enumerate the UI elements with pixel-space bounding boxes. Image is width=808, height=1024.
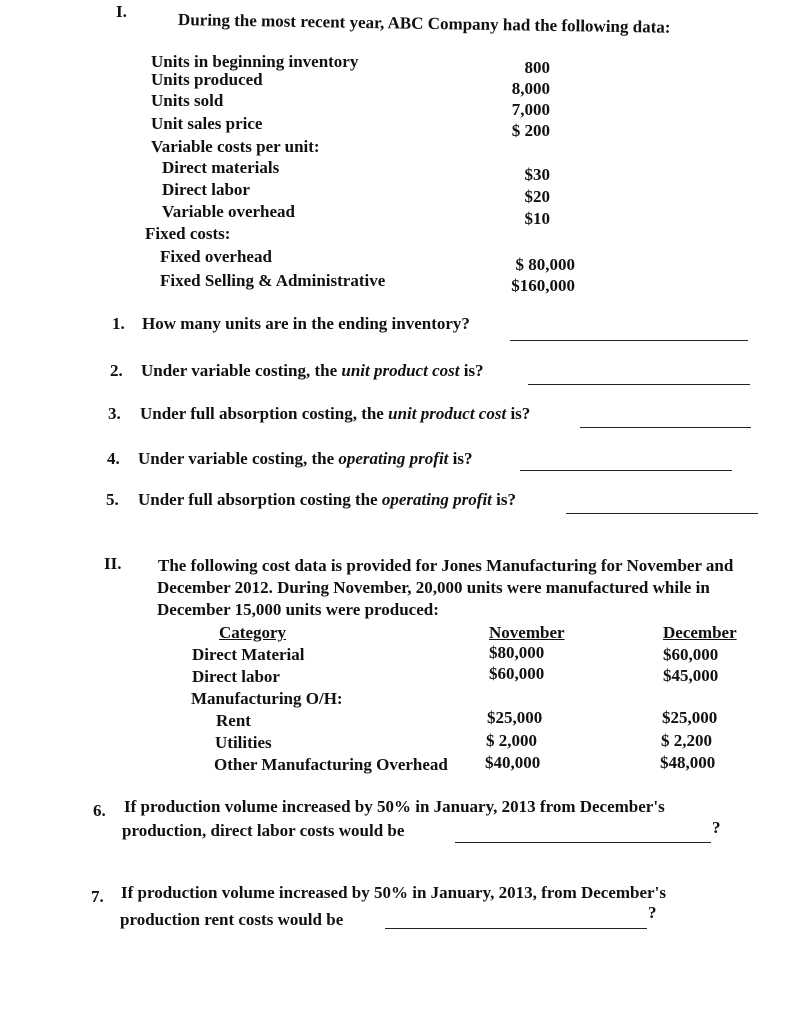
row-label: Direct Material	[192, 645, 305, 664]
data-label: Fixed overhead	[160, 247, 272, 266]
question-mark: ?	[712, 818, 721, 837]
december-value: $ 2,200	[661, 731, 712, 750]
question-text-continued: production rent costs would be	[120, 910, 344, 929]
question-text-continued: production, direct labor costs would be	[122, 821, 405, 840]
question-text: Under full absorption costing, the unit product cost is?	[140, 404, 531, 423]
question-text: Under variable costing, the unit product cost is?	[141, 361, 484, 380]
answer-line[interactable]	[528, 384, 750, 385]
question-text: Under variable costing, the operating profit is?	[138, 449, 473, 468]
row-label: Utilities	[215, 733, 272, 752]
data-label: Variable overhead	[162, 202, 296, 221]
question-text: If production volume increased by 50% in January, 2013 from December's	[124, 797, 665, 816]
row-label: Other Manufacturing Overhead	[214, 755, 448, 774]
data-label: Direct labor	[162, 180, 250, 199]
data-value: $160,000	[511, 276, 575, 295]
november-value: $ 2,000	[486, 731, 537, 750]
row-label: Rent	[216, 711, 251, 730]
row-label: Direct labor	[192, 667, 280, 686]
answer-line[interactable]	[520, 470, 732, 471]
data-value: $ 80,000	[515, 255, 575, 274]
data-label: Fixed Selling & Administrative	[160, 271, 386, 290]
answer-line[interactable]	[455, 842, 711, 843]
data-label: Fixed costs:	[145, 224, 231, 243]
column-header-december: December	[663, 623, 737, 642]
question-text: If production volume increased by 50% in January, 2013, from December's	[121, 883, 666, 902]
data-label: Units sold	[151, 91, 224, 110]
december-value: $60,000	[663, 645, 719, 664]
question-number: 5.	[106, 490, 119, 509]
question-number: 2.	[110, 361, 123, 380]
november-value: $40,000	[485, 753, 541, 772]
row-label: Manufacturing O/H:	[191, 689, 343, 708]
answer-line[interactable]	[580, 427, 751, 428]
section-2-numeral: II.	[104, 554, 122, 573]
section-2-intro-line: December 15,000 units were produced:	[157, 600, 439, 619]
question-text: How many units are in the ending inventory?	[142, 314, 470, 333]
december-value: $45,000	[663, 666, 719, 685]
data-label: Variable costs per unit:	[151, 137, 320, 156]
question-text: Under full absorption costing the operating profit is?	[138, 490, 516, 509]
section-1-numeral: I.	[116, 2, 127, 21]
question-number: 4.	[107, 449, 120, 468]
column-header-november: November	[489, 623, 565, 642]
data-label: Unit sales price	[151, 114, 263, 133]
december-value: $48,000	[660, 753, 716, 772]
december-value: $25,000	[662, 708, 718, 727]
data-value: $20	[524, 187, 550, 206]
question-number: 7.	[91, 887, 104, 906]
data-label: Direct materials	[162, 158, 280, 177]
question-number: 6.	[93, 801, 106, 820]
november-value: $25,000	[487, 708, 543, 727]
november-value: $60,000	[489, 664, 545, 683]
question-number: 1.	[112, 314, 125, 333]
data-value: 7,000	[511, 100, 550, 119]
data-value: 8,000	[511, 79, 550, 98]
answer-line[interactable]	[566, 513, 758, 514]
data-value: $30	[524, 165, 550, 184]
section-2-intro-line: The following cost data is provided for Jones Manufacturing for November and	[158, 556, 734, 575]
data-label: Units in beginning inventory	[151, 52, 359, 71]
section-1-intro: During the most recent year, ABC Company had the following data:	[177, 10, 671, 37]
november-value: $80,000	[489, 643, 545, 662]
column-header-category: Category	[219, 623, 287, 642]
data-value: $ 200	[511, 121, 550, 140]
question-mark: ?	[648, 903, 657, 922]
section-2-intro-line: December 2012. During November, 20,000 units were manufactured while in	[157, 578, 710, 597]
data-value: 800	[524, 58, 550, 77]
answer-line[interactable]	[510, 340, 748, 341]
question-number: 3.	[108, 404, 121, 423]
data-label: Units produced	[151, 70, 263, 89]
answer-line[interactable]	[385, 928, 647, 929]
data-value: $10	[524, 209, 550, 228]
